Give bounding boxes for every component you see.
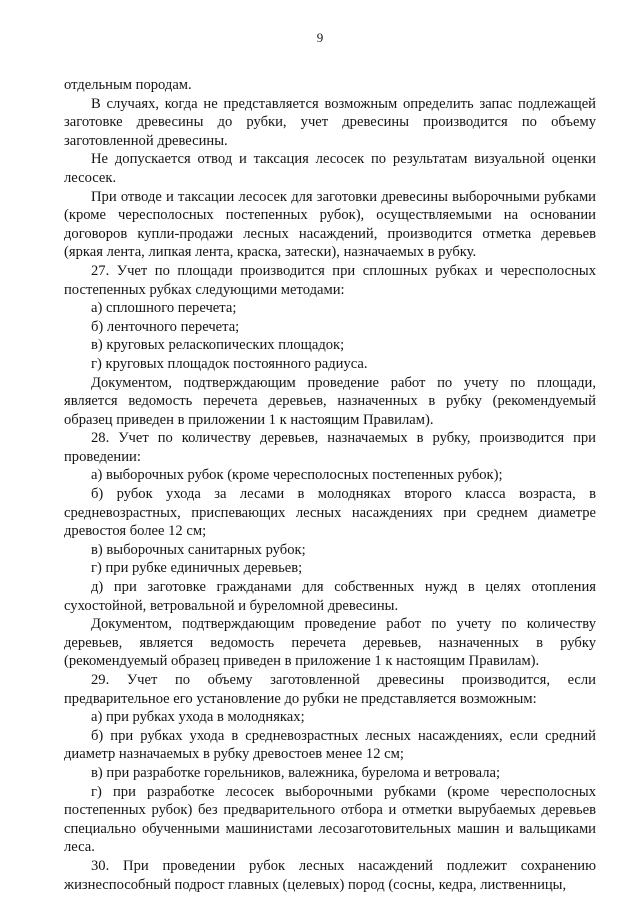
paragraph: а) при рубках ухода в молодняках; — [91, 709, 305, 726]
paragraph: а) выборочных рубок (кроме чересполосных постепенных рубок); — [91, 467, 503, 484]
paragraph: 27. Учет по площади производится при сплошных рубках и чересполосных постепенных рубках следующими методами: — [64, 262, 596, 298]
paragraph: б) ленточного перечета; — [91, 318, 240, 335]
paragraph: 30. При проведении рубок лесных насаждений подлежит сохранению жизнеспособный подрост главных (целевых) пород (сосны, кедра, лиственницы, — [64, 857, 596, 893]
paragraph: в) круговых реласкопических площадок; — [91, 337, 345, 354]
paragraph: б) при рубках ухода в средневозрастных лесных насаждениях, если средний диаметр назначаемых в рубку древостоев менее 12 см; — [64, 727, 596, 763]
paragraph: в) при разработке горельников, валежника, бурелома и ветровала; — [91, 764, 501, 781]
paragraph: 28. Учет по количеству деревьев, назначаемых в рубку, производится при проведении: — [64, 430, 596, 465]
paragraph: Не допускается отвод и таксация лесосек по результатам визуальной оценки лесосек. — [64, 151, 596, 186]
paragraph: г) при разработке лесосек выборочными рубками (кроме чересполосных постепенных рубок) без предварительного отбора и отметки вырубаемых деревьев специально обученными машинистами лесозаготовительных машин и вальщиками леса. — [64, 783, 596, 856]
paragraph: в) выборочных санитарных рубок; — [91, 541, 306, 558]
paragraph: д) при заготовке гражданами для собственных нужд в целях отопления сухостойной, ветровальной и буреломной древесины. — [64, 579, 596, 614]
paragraph: отдельным породам. — [64, 77, 192, 93]
paragraph: г) при рубке единичных деревьев; — [91, 560, 303, 577]
paragraph: Документом, подтверждающим проведение работ по учету по количеству деревьев, является ведомость перечета деревьев, назначенных в рубку (рекомендуемый образец приведен в приложение 1 к настоящим Правилам). — [64, 616, 596, 670]
paragraph: г) круговых площадок постоянного радиуса. — [91, 355, 368, 372]
page-number: 9 — [316, 30, 324, 45]
paragraph: При отводе и таксации лесосек для заготовки древесины выборочными рубками (кроме чересполосных постепенных рубок), осуществляемыми на основании договоров купли-продажи лесных насаждений, производится отметка деревьев (яркая лента, липкая лента, краска, затески), назначаемых в рубку. — [64, 188, 596, 261]
paragraph: а) сплошного перечета; — [91, 300, 237, 317]
paragraph: Документом, подтверждающим проведение работ по учету по площади, является ведомость перечета деревьев, назначенных в рубку (рекомендуемый образец приведен в приложении 1 к настоящим Правилам). — [64, 374, 596, 428]
paragraph: 29. Учет по объему заготовленной древесины производится, если предварительное его установление до рубки не представляется возможным: — [64, 672, 596, 707]
document-body — [64, 76, 596, 894]
paragraph: В случаях, когда не представляется возможным определить запас подлежащей заготовке древесины до рубки, учет древесины производится по объему заготовленной древесины. — [64, 95, 596, 149]
paragraph: б) рубок ухода за лесами в молодняках второго класса возраста, в средневозрастных, приспевающих лесных насаждениях при среднем диаметре древостоя более 12 см; — [64, 486, 596, 540]
